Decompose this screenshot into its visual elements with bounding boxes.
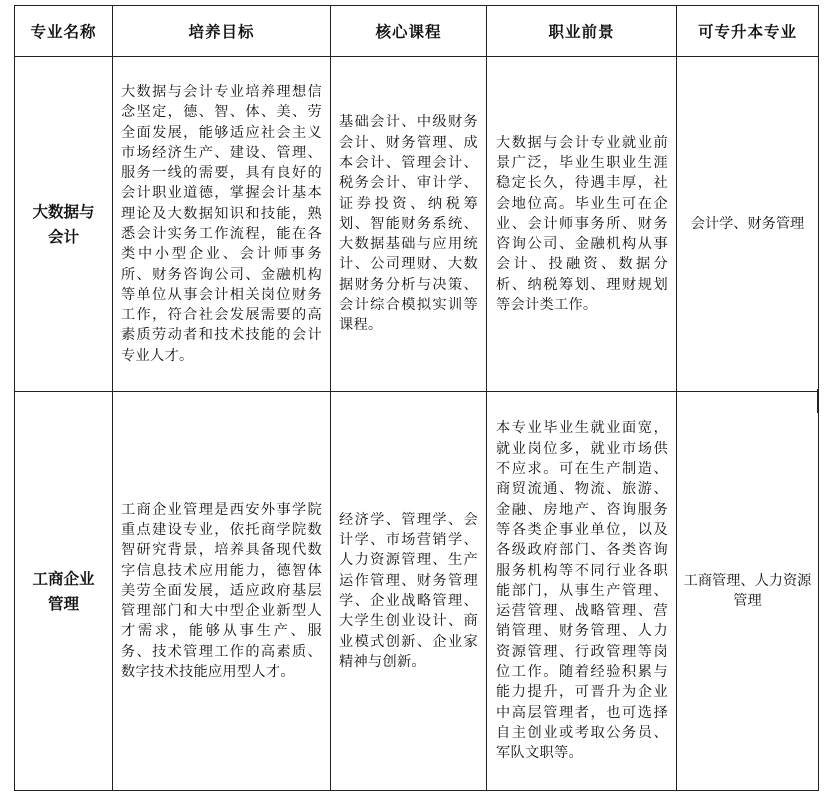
table-row xyxy=(15,392,819,791)
header-row xyxy=(15,6,819,57)
training-goal-cell: 工商企业管理是西安外事学院重点建设专业，依托商学院数智研究背景，培养具备现代数字信息技术应用能力，德智体美劳全面发展，适应政府基层管理部门和大中型企业新型人才需求，能够从事生产、服务、技术管理工作的高素质、数字技术技能应用型人才。 xyxy=(113,392,331,791)
training-goal-cell: 大数据与会计专业培养理想信念坚定，德、智、体、美、劳全面发展，能够适应社会主义市场经济生产、建设、管理、服务一线的需要，具有良好的会计职业道德，掌握会计基本理论及大数据知识和技能，熟悉会计实务工作流程，能在各类中小型企业、会计师事务所、财务咨询公司、金融机构等单位从事会计相关岗位财务工作，符合社会发展需要的高素质劳动者和技术技能的会计专业人才。 xyxy=(113,57,331,392)
core-courses-cell: 经济学、管理学、会计学、市场营销学、人力资源管理、生产运作管理、财务管理学、企业战略管理、大学生创业设计、商业模式创新、企业家精神与创新。 xyxy=(331,392,487,791)
header-career-prospects: 职业前景 xyxy=(487,6,677,57)
career-prospects-cell: 本专业毕业生就业面宽，就业岗位多，就业市场供不应求。可在生产制造、商贸流通、物流、旅游、金融、房地产、咨询服务等各类企事业单位，以及各级政府部门、各类咨询服务机构等不同行业各职能部门，从事生产管理、运营管理、战略管理、营销管理、财务管理、人力资源管理、行政管理等岗位工作。随着经验积累与能力提升，可晋升为企业中高层管理者，也可选择自主创业或考取公务员、军队文职等。 xyxy=(487,392,677,791)
core-courses-cell: 基础会计、中级财务会计、财务管理、成本会计、管理会计、税务会计、审计学、证券投资、纳税筹划、智能财务系统、大数据基础与应用统计、公司理财、大数据财务分析与决策、会计综合模拟实训等课程。 xyxy=(331,57,487,392)
upgrade-majors-cell: 会计学、财务管理 xyxy=(677,57,819,392)
header-core-courses: 核心课程 xyxy=(331,6,487,57)
header-upgrade-majors: 可专升本专业 xyxy=(677,6,819,57)
major-table xyxy=(14,5,819,791)
upgrade-majors-cell: 工商管理、人力资源管理 xyxy=(677,392,819,791)
header-training-goal: 培养目标 xyxy=(113,6,331,57)
major-name-cell: 工商企业管理 xyxy=(15,392,113,791)
page-edge-mark xyxy=(817,389,819,413)
career-prospects-cell: 大数据与会计专业就业前景广泛，毕业生职业生涯稳定长久，待遇丰厚，社会地位高。毕业生可在企业、会计师事务所、财务咨询公司、金融机构从事会计、投融资、数据分析、纳税筹划、理财规划等会计类工作。 xyxy=(487,57,677,392)
header-major-name: 专业名称 xyxy=(15,6,113,57)
table-row xyxy=(15,57,819,392)
major-name-cell: 大数据与会计 xyxy=(15,57,113,392)
